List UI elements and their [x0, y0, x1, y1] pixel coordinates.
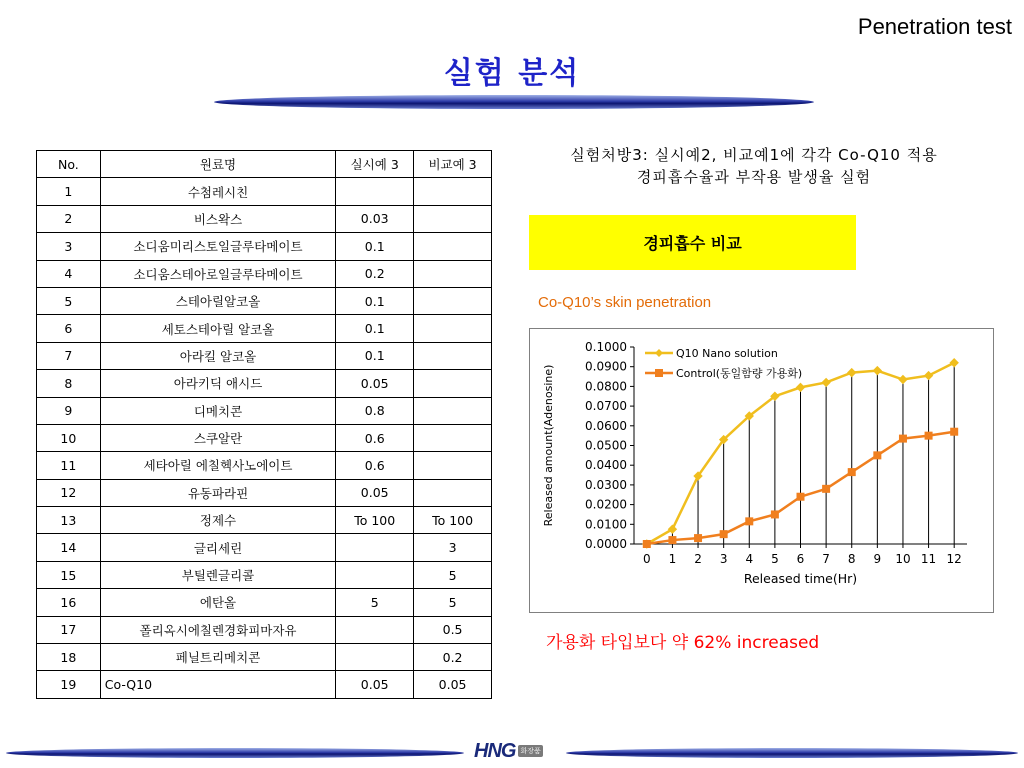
footer-bar-right: [566, 748, 1018, 758]
cell-no: 3: [37, 233, 101, 260]
data-point: [797, 493, 805, 501]
cell-no: 7: [37, 342, 101, 369]
cell-no: 18: [37, 644, 101, 671]
x-tick-label: 5: [771, 552, 779, 566]
data-point: [950, 359, 958, 367]
data-point: [643, 540, 651, 548]
cell-example: [336, 644, 414, 671]
cell-comparative: 0.2: [414, 644, 492, 671]
x-tick-label: 0: [642, 552, 651, 566]
cell-comparative: 5: [414, 589, 492, 616]
cell-ingredient: 폴리옥시에칠렌경화피마자유: [100, 616, 336, 643]
cell-no: 13: [37, 507, 101, 534]
x-tick-label: 6: [796, 552, 805, 566]
cell-example: 0.1: [336, 342, 414, 369]
table-row: [37, 370, 492, 397]
cell-comparative: [414, 260, 492, 287]
x-tick-label: 12: [946, 552, 962, 566]
cell-example: [336, 534, 414, 561]
data-point: [925, 432, 933, 440]
cell-comparative: [414, 205, 492, 232]
cell-comparative: [414, 315, 492, 342]
table-body: [37, 178, 492, 698]
chart-container: [529, 328, 994, 613]
cell-ingredient: 스쿠알란: [100, 424, 336, 451]
cell-no: 10: [37, 424, 101, 451]
cell-comparative: [414, 342, 492, 369]
legend-label: Q10 Nano solution: [676, 347, 778, 360]
cell-no: 8: [37, 370, 101, 397]
cell-ingredient: 아라킬 알코올: [100, 342, 336, 369]
corner-title: Penetration test: [857, 14, 1012, 39]
cell-comparative: 0.5: [414, 616, 492, 643]
data-point: [745, 517, 753, 525]
cell-no: 17: [37, 616, 101, 643]
x-tick-label: 11: [920, 552, 937, 566]
result-text: 가용화 타입보다 약 62% increased: [546, 633, 820, 653]
table-row: [37, 479, 492, 506]
cell-ingredient: 아라키딕 애시드: [100, 370, 336, 397]
cell-no: 16: [37, 589, 101, 616]
cell-ingredient: Co-Q10: [100, 671, 336, 698]
data-point: [797, 383, 805, 391]
data-point: [822, 485, 830, 493]
cell-ingredient: 글리세린: [100, 534, 336, 561]
table-row: [37, 671, 492, 698]
x-tick-label: 7: [822, 552, 830, 566]
data-point: [950, 428, 958, 436]
comparison-label-box: [529, 215, 856, 270]
cell-example: 0.1: [336, 233, 414, 260]
cell-comparative: 0.05: [414, 671, 492, 698]
cell-comparative: [414, 452, 492, 479]
cell-no: 14: [37, 534, 101, 561]
cell-comparative: 5: [414, 561, 492, 588]
cell-example: [336, 616, 414, 643]
company-logo: [474, 737, 564, 765]
table-row: [37, 178, 492, 205]
cell-example: 0.1: [336, 315, 414, 342]
data-point: [668, 536, 676, 544]
cell-ingredient: 수첨레시친: [100, 178, 336, 205]
subtitle-line-2: 경피흡수율과 부작용 발생율 실험: [636, 168, 872, 186]
cell-example: 0.6: [336, 452, 414, 479]
table-row: [37, 644, 492, 671]
cell-ingredient: 비스왁스: [100, 205, 336, 232]
y-axis-label: Released amount(Adenosine): [542, 364, 555, 527]
cell-no: 4: [37, 260, 101, 287]
cell-example: 0.03: [336, 205, 414, 232]
cell-comparative: To 100: [414, 507, 492, 534]
cell-no: 11: [37, 452, 101, 479]
y-tick-label: 0.0000: [585, 537, 627, 551]
cell-example: 0.6: [336, 424, 414, 451]
footer-bar-left: [6, 748, 464, 758]
x-tick-label: 2: [694, 552, 702, 566]
y-tick-label: 0.0800: [585, 379, 627, 394]
cell-ingredient: 세타아릴 에칠헥사노에이트: [100, 452, 336, 479]
logo-badge: 화장품: [520, 747, 541, 755]
data-point: [694, 534, 702, 542]
cell-example: 0.05: [336, 370, 414, 397]
data-point: [848, 468, 856, 476]
table-row: [37, 452, 492, 479]
cell-ingredient: 정제수: [100, 507, 336, 534]
cell-comparative: [414, 479, 492, 506]
data-point: [848, 369, 856, 377]
title-underline-bar: [214, 95, 814, 109]
page-title: 실험 분석: [443, 56, 581, 91]
header-comparative: 비교예 3: [414, 151, 492, 178]
table-row: [37, 397, 492, 424]
cell-no: 2: [37, 205, 101, 232]
header-example: 실시예 3: [336, 151, 414, 178]
cell-ingredient: 부틸렌글리콜: [100, 561, 336, 588]
cell-example: [336, 561, 414, 588]
cell-no: 1: [37, 178, 101, 205]
cell-example: 0.8: [336, 397, 414, 424]
comparison-label: 경피흡수 비교: [643, 234, 742, 253]
cell-comparative: [414, 287, 492, 314]
experiment-subtitle: [510, 144, 998, 188]
x-tick-label: 9: [873, 552, 882, 566]
header-ingredient: 원료명: [100, 151, 336, 178]
header-no: No.: [37, 151, 101, 178]
cell-ingredient: 소디움미리스토일글루타메이트: [100, 233, 336, 260]
cell-example: 0.1: [336, 287, 414, 314]
cell-comparative: [414, 424, 492, 451]
table-row: [37, 260, 492, 287]
table-row: [37, 616, 492, 643]
cell-comparative: [414, 397, 492, 424]
cell-example: To 100: [336, 507, 414, 534]
legend-marker: [655, 349, 663, 357]
data-point: [899, 376, 907, 384]
x-axis-label: Released time(Hr): [743, 571, 858, 586]
table-row: [37, 561, 492, 588]
chart-heading: Co-Q10’s skin penetration: [538, 294, 712, 311]
x-tick-label: 1: [668, 552, 677, 566]
cell-no: 6: [37, 315, 101, 342]
legend-marker: [655, 369, 663, 377]
table-row: [37, 233, 492, 260]
cell-ingredient: 에탄올: [100, 589, 336, 616]
cell-example: 5: [336, 589, 414, 616]
cell-no: 19: [37, 671, 101, 698]
data-point: [873, 451, 881, 459]
y-tick-label: 0.0400: [585, 458, 627, 473]
cell-example: 0.05: [336, 479, 414, 506]
formula-table: [36, 150, 492, 699]
table-row: [37, 342, 492, 369]
data-point: [771, 510, 779, 518]
line-chart: [530, 329, 993, 612]
cell-comparative: 3: [414, 534, 492, 561]
table-row: [37, 507, 492, 534]
cell-comparative: [414, 178, 492, 205]
cell-ingredient: 스테아릴알코올: [100, 287, 336, 314]
cell-comparative: [414, 233, 492, 260]
x-tick-label: 10: [895, 552, 911, 566]
data-point: [925, 372, 933, 380]
table-row: [37, 315, 492, 342]
table-row: [37, 534, 492, 561]
table-row: [37, 424, 492, 451]
cell-comparative: [414, 370, 492, 397]
y-tick-label: 0.0200: [585, 497, 627, 512]
table-row: [37, 205, 492, 232]
data-point: [873, 367, 881, 375]
x-tick-label: 3: [719, 552, 728, 566]
y-tick-label: 0.0700: [585, 399, 627, 414]
legend-label: Control(동일함량 가용화): [676, 367, 803, 380]
cell-no: 5: [37, 287, 101, 314]
data-point: [822, 378, 830, 386]
subtitle-line-1: 실험처방3: 실시예2, 비교예1에 각각 Co-Q10 적용: [570, 146, 938, 164]
table-row: [37, 589, 492, 616]
y-tick-label: 0.0500: [585, 438, 627, 453]
cell-ingredient: 유동파라핀: [100, 479, 336, 506]
y-tick-label: 0.0600: [585, 418, 627, 433]
y-tick-label: 0.0900: [585, 359, 627, 374]
cell-example: [336, 178, 414, 205]
y-tick-label: 0.0100: [585, 517, 627, 532]
cell-ingredient: 세토스테아릴 알코올: [100, 315, 336, 342]
cell-ingredient: 소디움스테아로일글루타메이트: [100, 260, 336, 287]
data-point: [720, 530, 728, 538]
table-row: [37, 287, 492, 314]
cell-no: 9: [37, 397, 101, 424]
data-point: [899, 435, 907, 443]
cell-ingredient: 페닐트리메치콘: [100, 644, 336, 671]
cell-ingredient: 디메치콘: [100, 397, 336, 424]
x-tick-label: 8: [847, 552, 856, 566]
cell-no: 12: [37, 479, 101, 506]
y-tick-label: 0.0300: [585, 477, 627, 492]
cell-example: 0.05: [336, 671, 414, 698]
cell-example: 0.2: [336, 260, 414, 287]
x-tick-label: 4: [745, 552, 754, 566]
cell-no: 15: [37, 561, 101, 588]
y-tick-label: 0.1000: [585, 340, 627, 354]
logo-text: HNG: [474, 739, 516, 762]
table-header-row: [37, 151, 492, 178]
